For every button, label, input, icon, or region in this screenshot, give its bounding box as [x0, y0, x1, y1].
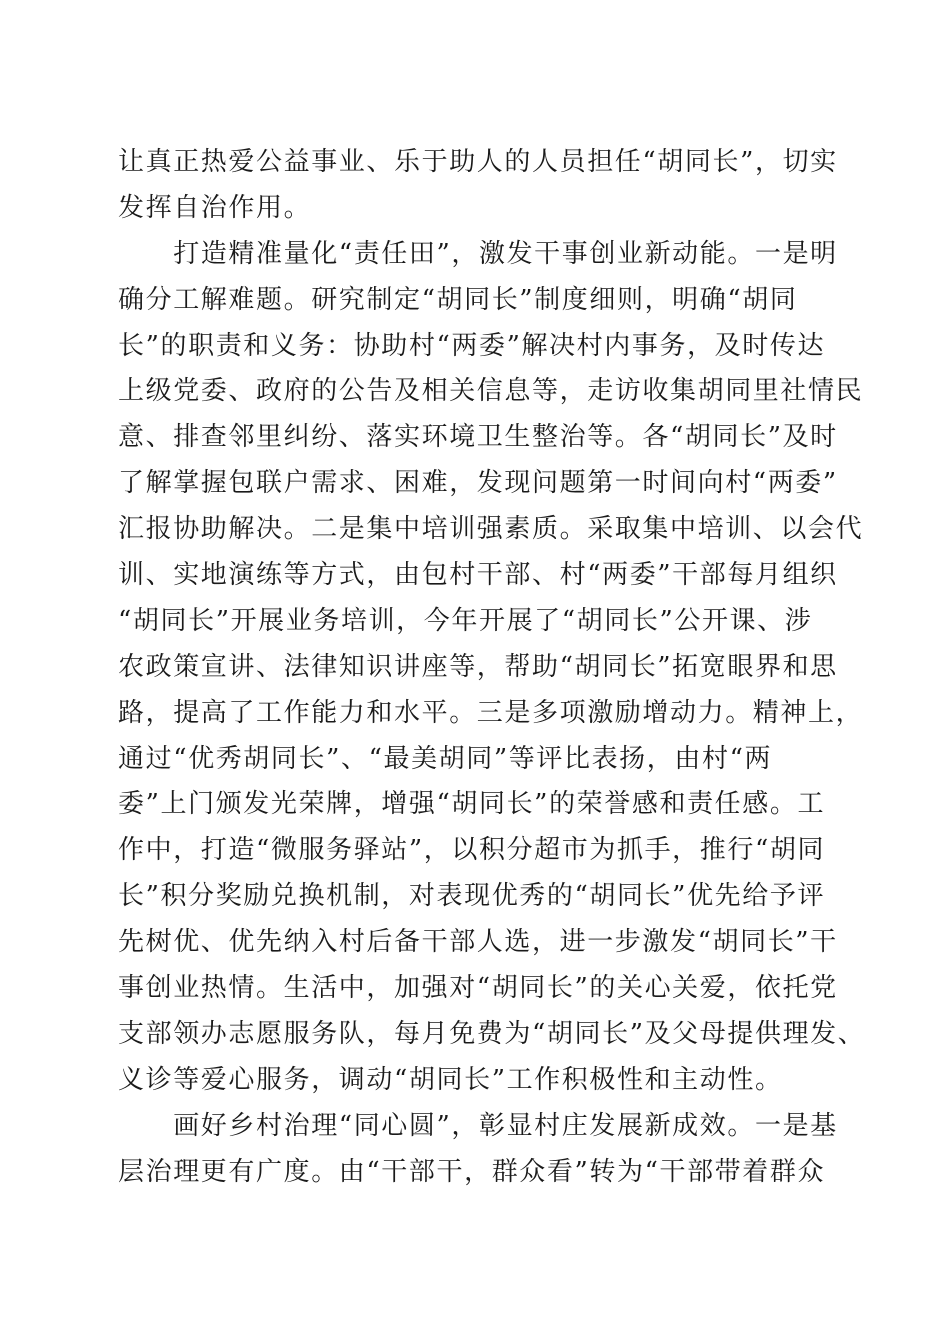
text-line: 作中，打造“微服务驿站”，以积分超市为抓手，推行“胡同	[118, 835, 826, 866]
text-line: 路，提高了工作能力和水平。三是多项激励增动力。精神上，	[118, 697, 864, 728]
text-line: 画好乡村治理“同心圆”，彰显村庄发展新成效。一是基	[118, 1110, 838, 1141]
text-line: 让真正热爱公益事业、乐于助人的人员担任“胡同长”，切实	[118, 147, 838, 177]
text-line: 先树优、优先纳入村后备干部人选，进一步激发“胡同长”干	[118, 927, 838, 958]
text-line: 确分工解难题。研究制定“胡同长”制度细则，明确“胡同	[118, 284, 798, 315]
text-line: 事创业热情。生活中，加强对“胡同长”的关心关爱，依托党	[118, 973, 838, 1004]
text-line: “胡同长”开展业务培训，今年开展了“胡同长”公开课、涉	[118, 605, 813, 636]
text-line: 支部领办志愿服务队，每月免费为“胡同长”及父母提供理发、	[118, 1018, 866, 1049]
text-line: 义诊等爱心服务，调动“胡同长”工作积极性和主动性。	[118, 1064, 783, 1095]
text-line: 打造精准量化“责任田”，激发干事创业新动能。一是明	[118, 238, 838, 269]
text-line: 长”积分奖励兑换机制，对表现优秀的“胡同长”优先给予评	[118, 881, 826, 912]
text-line: 长”的职责和义务：协助村“两委”解决村内事务，及时传达	[118, 330, 826, 361]
text-line: 通过“优秀胡同长”、“最美胡同”等评比表扬，由村“两	[118, 743, 773, 774]
text-line: 意、排查邻里纠纷、落实环境卫生整治等。各“胡同长”及时	[118, 422, 838, 453]
text-line: 汇报协助解决。二是集中培训强素质。采取集中培训、以会代	[118, 514, 864, 545]
body-text	[118, 140, 866, 1195]
text-line: 上级党委、政府的公告及相关信息等，走访收集胡同里社情民	[118, 376, 864, 407]
text-line: 农政策宣讲、法律知识讲座等，帮助“胡同长”拓宽眼界和思	[118, 651, 838, 682]
text-line: 层治理更有广度。由“干部干，群众看”转为“干部带着群众	[118, 1156, 826, 1187]
text-line: 训、实地演练等方式，由包村干部、村“两委”干部每月组织	[118, 560, 838, 591]
text-line: 发挥自治作用。	[118, 192, 312, 223]
text-line: 了解掌握包联户需求、困难，发现问题第一时间向村“两委”	[118, 468, 838, 499]
text-line: 委”上门颁发光荣牌，增强“胡同长”的荣誉感和责任感。工	[118, 789, 826, 820]
